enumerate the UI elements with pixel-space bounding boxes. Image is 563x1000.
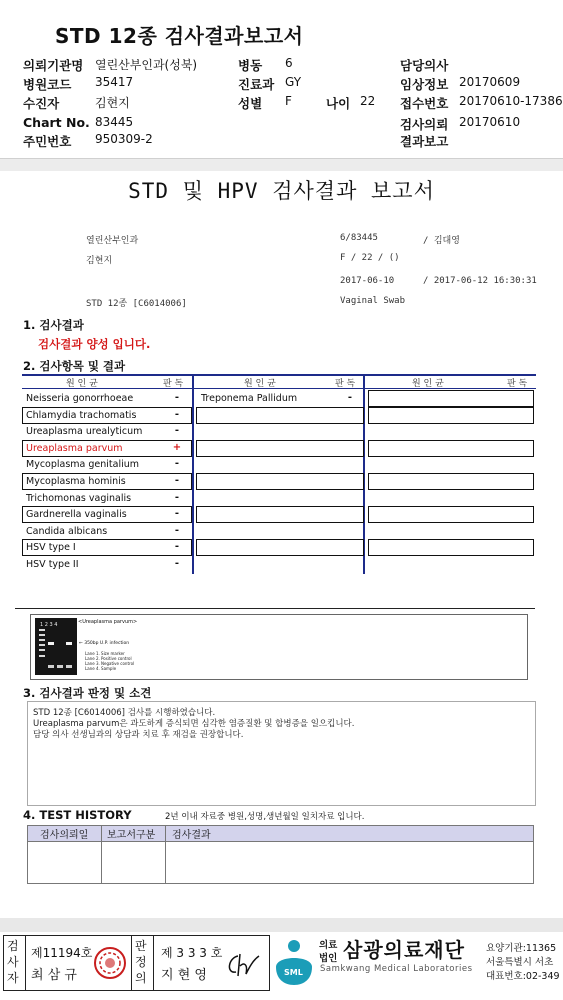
organism-result: -: [174, 458, 180, 469]
ward-label: 병동: [238, 58, 263, 73]
judge-label: 판정의: [135, 939, 147, 985]
patient-value: 김현지: [95, 96, 130, 110]
organism-result: -: [174, 525, 180, 536]
separator: [0, 158, 563, 171]
organism-name: Treponema Pallidum: [201, 393, 298, 404]
sex-label: 성별: [238, 96, 263, 111]
organism-name: Mycoplasma hominis: [26, 476, 126, 487]
info-specimen: Vaginal Swab: [340, 296, 406, 306]
gel-legend-3: Lane 3. Negative control: [85, 661, 135, 666]
organism-result: +: [172, 442, 182, 453]
empty-result-box: [196, 473, 364, 490]
signature-icon: [222, 950, 262, 980]
institution-value: 열린산부인과(성북): [95, 58, 198, 72]
history-col-divider: [165, 825, 166, 884]
empty-result-box: [196, 506, 364, 523]
logo-text: SML: [284, 968, 303, 977]
organism-result: -: [174, 541, 180, 552]
history-col-divider: [101, 825, 102, 884]
organism-name: Ureaplasma urealyticum: [26, 426, 143, 437]
empty-result-box: [196, 407, 364, 424]
report-header: [0, 0, 563, 170]
gel-band-label: ← 350bp U.P. infection: [79, 641, 130, 646]
gel-title: <Ureaplasma parvum>: [78, 619, 138, 625]
organism-result: -: [174, 492, 180, 503]
header-title: STD 12종 검사결과보고서: [55, 24, 304, 48]
opinion-line: 담당 의사 선생님과의 상담과 치료 후 재검을 권장합니다.: [33, 730, 244, 740]
organism-result: -: [347, 392, 353, 403]
age-value: 22: [360, 94, 376, 108]
patient-label: 수진자: [23, 96, 60, 111]
divider-line: [15, 608, 535, 609]
empty-result-box: [368, 539, 534, 556]
organism-name: Gardnerella vaginalis: [26, 509, 127, 520]
resident-label: 주민번호: [23, 134, 72, 149]
section4-title: 4. TEST HISTORY: [23, 808, 132, 822]
th-judge-2: 판 독: [335, 379, 356, 389]
table-header-rule: [22, 388, 536, 389]
th-org-2: 원 인 균: [244, 379, 276, 389]
organism-result: -: [174, 508, 180, 519]
th-judge-3: 판 독: [507, 379, 528, 389]
corp-type: 의료 법인: [319, 940, 338, 964]
ward-value: 6: [285, 56, 293, 70]
gel-legend-1: Lane 1. Size marker: [85, 651, 125, 656]
gel-electrophoresis-image: [30, 614, 528, 680]
section1-title: 1. 검사결과: [23, 318, 84, 332]
gel-figure: [31, 615, 527, 679]
info-date1: 2017-06-10: [340, 276, 395, 286]
organism-name: HSV type I: [26, 542, 76, 553]
th-org-3: 원 인 균: [412, 379, 444, 389]
section2-title: 2. 검사항목 및 결과: [23, 359, 126, 373]
gel-legend-2: Lane 2. Positive control: [85, 656, 132, 661]
info-test-name: STD 12종 [C6014006]: [86, 299, 187, 309]
opinion-line: Ureaplasma parvum은 과도하게 증식되면 심각한 염증질환 및 합병증을 일으킵니다.: [33, 719, 355, 729]
info-date2: / 2017-06-12 16:30:31: [423, 276, 537, 286]
chart-label: Chart No.: [23, 115, 90, 130]
empty-result-box: [196, 440, 364, 457]
info-sex-age: F / 22 / (): [340, 253, 400, 263]
corp-info-2: 서울특별시 서초: [486, 957, 554, 968]
receipt-label: 접수번호: [400, 96, 449, 111]
footer-divider: [131, 935, 132, 990]
opinion-box: [27, 701, 536, 806]
chart-value: 83445: [95, 115, 134, 129]
receipt-value: 20170610-17386: [459, 94, 563, 108]
organism-name: Candida albicans: [26, 526, 108, 537]
request-label: 검사의뢰: [400, 117, 449, 132]
organism-result: -: [174, 409, 180, 420]
column-divider: [192, 376, 194, 574]
report-title: STD 및 HPV 검사결과 보고서: [128, 179, 435, 203]
organism-result: -: [174, 425, 180, 436]
hospital-code-label: 병원코드: [23, 77, 72, 92]
history-th-result: 검사결과: [172, 830, 211, 841]
footer-divider: [25, 935, 26, 990]
resident-value: 950309-2: [95, 132, 153, 146]
inspector-seal-icon: [93, 946, 127, 980]
empty-result-box: [368, 440, 534, 457]
gel-legend-4: Lane 4. Sample: [85, 666, 117, 671]
report-label: 결과보고: [400, 134, 449, 149]
th-judge-1: 판 독: [163, 379, 184, 389]
history-note: 2년 이내 자료중 병원,성명,생년월일 일치자료 입니다.: [165, 812, 365, 822]
institution-label: 의뢰기관명: [23, 58, 84, 73]
opinion-line: STD 12종 [C6014006] 검사를 시행하였습니다.: [33, 708, 216, 718]
history-body: [27, 841, 534, 884]
organism-name: Trichomonas vaginalis: [26, 493, 132, 504]
corp-info-3: 대표번호:02-349: [486, 971, 560, 982]
corp-info-1: 요양기관:11365: [486, 943, 557, 954]
sml-logo-icon: [272, 937, 316, 987]
history-header: [27, 825, 534, 842]
organism-name: Chlamydia trachomatis: [26, 410, 137, 421]
inspector-license: 제11194호: [31, 946, 93, 960]
positive-control-band: [48, 642, 54, 645]
dept-value: GY: [285, 75, 302, 89]
organism-name: Mycoplasma genitalium: [26, 459, 140, 470]
organism-result: -: [174, 558, 180, 569]
th-org-1: 원 인 균: [66, 379, 98, 389]
clinical-label: 임상정보: [400, 77, 449, 92]
organism-name: Neisseria gonorrhoeae: [26, 393, 134, 404]
organism-name: HSV type II: [26, 559, 79, 570]
doctor-label: 담당의사: [400, 58, 449, 73]
inspector-label: 검사자: [7, 939, 19, 985]
empty-result-box: [196, 539, 364, 556]
corp-name: 삼광의료재단: [343, 938, 465, 962]
separator: [0, 918, 563, 932]
organism-result: -: [174, 475, 180, 486]
empty-result-box: [368, 390, 534, 407]
sample-band: [66, 642, 72, 645]
info-hospital: 열린산부인과: [86, 236, 139, 246]
corp-english: Samkwang Medical Laboratories: [320, 964, 473, 974]
request-value: 20170610: [459, 115, 521, 129]
dept-label: 진료과: [238, 77, 275, 92]
clinical-value: 20170609: [459, 75, 521, 89]
empty-result-box: [368, 407, 534, 424]
primer-bands: [48, 665, 72, 668]
table-top-rule: [22, 374, 536, 376]
organism-result: -: [174, 392, 180, 403]
empty-result-box: [368, 473, 534, 490]
gel-lane-numbers: 1 2 3 4: [40, 622, 58, 628]
history-th-type: 보고서구분: [107, 830, 156, 841]
positive-result: 검사결과 양성 입니다.: [38, 337, 151, 351]
info-patient: 김현지: [86, 256, 113, 266]
judge-license: 제 3 3 3 호: [161, 946, 223, 960]
age-label: 나이: [326, 96, 351, 111]
info-chart-ward: 6/83445: [340, 233, 378, 243]
history-th-date: 검사의뢰일: [40, 830, 89, 841]
hospital-code-value: 35417: [95, 75, 134, 89]
judge-name: 지 현 영: [161, 968, 207, 983]
inspector-name: 최 삼 규: [31, 968, 77, 983]
empty-result-box: [368, 506, 534, 523]
sex-value: F: [285, 94, 292, 108]
organism-name: Ureaplasma parvum: [26, 443, 123, 454]
footer-divider: [153, 935, 154, 990]
info-doctor: / 김대영: [423, 236, 460, 246]
section3-title: 3. 검사결과 판정 및 소견: [23, 686, 152, 700]
